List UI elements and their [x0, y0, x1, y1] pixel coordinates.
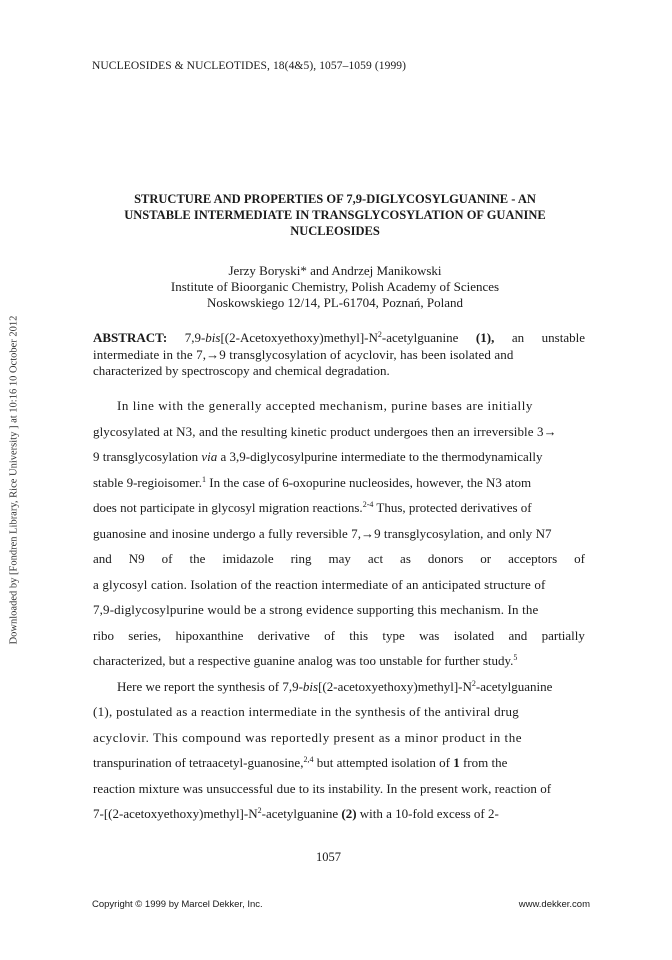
body-word: type	[382, 627, 405, 643]
abstract-label: ABSTRACT:	[93, 330, 168, 345]
abstract-word: unstable	[541, 330, 585, 345]
body-line: does not participate in glycosyl migration reactions.$^{2-4}$ Thus, protected derivatives of	[93, 500, 532, 515]
body-word: partially	[541, 627, 585, 643]
body-line-justified	[93, 623, 585, 649]
body-word: donors	[427, 551, 464, 566]
body-line: stable 9-regioisomer.$^1$ In the case of 6-oxopurine nucleosides, however, the N3 atom	[93, 474, 532, 490]
affiliation-institute: Institute of Bioorganic Chemistry, Polish Academy of Sciences	[170, 279, 500, 294]
title-line-2: UNSTABLE INTERMEDIATE IN TRANSGLYCOSYLATION OF GUANINE	[124, 208, 546, 222]
abstract-compound-number: (1),	[475, 330, 495, 345]
journal-header: NUCLEOSIDES & NUCLEOTIDES, 18(4&5), 1057–1059 (1999)	[92, 60, 407, 72]
abstract-line-3: characterized by spectroscopy and chemical degradation.	[93, 363, 390, 378]
body-word: this	[349, 627, 369, 643]
body-word: act	[367, 551, 384, 566]
article-title	[100, 191, 570, 239]
page-number: 1057	[316, 850, 341, 864]
body-word: ribo	[93, 627, 114, 643]
body-word: N9	[128, 551, 145, 566]
body-line: guanosine and inosine undergo a fully reversible 7,→9 transglycosylation, and only N7	[93, 525, 552, 541]
body-word: ring	[290, 551, 312, 566]
body-word: of	[161, 551, 173, 566]
body-word: was	[419, 627, 440, 643]
body-word: or	[480, 551, 492, 566]
body-line: In line with the generally accepted mechanism, purine bases are initially	[117, 398, 533, 413]
body-word: may	[328, 551, 351, 566]
abstract-compound-name: $7,9-bis[(2-Acetoxyethoxy)methyl]-N^2$-acetylguanine	[184, 330, 459, 345]
body-line: Here we report the synthesis of $7,9-bis[(2-acetoxyethoxy)methyl]-N^2$-acetylguanine	[117, 678, 553, 694]
body-line-justified	[93, 546, 585, 572]
body-line: acyclovir. This compound was reportedly present as a minor product in the	[93, 729, 523, 745]
abstract-word: an	[511, 330, 525, 345]
body-word: of	[574, 551, 585, 566]
author-block	[100, 263, 570, 311]
body-line: characterized, but a respective guanine analog was too unstable for further study.$^5$	[93, 653, 518, 668]
copyright-notice: Copyright © 1999 by Marcel Dekker, Inc.	[92, 899, 263, 910]
body-line: reaction mixture was unsuccessful due to its instability. In the present work, reaction of	[93, 780, 552, 796]
body-word: isolated	[453, 627, 495, 643]
title-line-3: NUCLEOSIDES	[290, 224, 380, 238]
publisher-website: www.dekker.com	[518, 899, 590, 910]
affiliation-address: Noskowskiego 12/14, PL-61704, Poznań, Poland	[206, 295, 464, 310]
body-word: and	[508, 627, 528, 643]
download-notice-text: Downloaded by [Fondren Library, Rice University ] at 10:16 10 October 2012	[8, 315, 20, 645]
body-word: acceptors	[508, 551, 558, 566]
body-line: $7-[(2-acetoxyethoxy)methyl]-N^2$-acetylguanine (2) with a 10-fold excess of 2-	[93, 806, 499, 821]
body-word: hipoxanthine	[175, 627, 244, 643]
body-line: transpurination of tetraacetyl-guanosine,$^{2,4}$ but attempted isolation of 1 from the	[93, 755, 508, 770]
author-names: Jerzy Boryski* and Andrzej Manikowski	[228, 263, 442, 278]
body-line: 7,9-diglycosylpurine would be a strong evidence supporting this mechanism. In the	[93, 602, 539, 617]
body-line: 9 transglycosylation via a 3,9-diglycosylpurine intermediate to the thermodynamically	[93, 449, 543, 464]
body-word: and	[93, 551, 112, 566]
body-word: the	[189, 551, 206, 566]
body-line: a glycosyl cation. Isolation of the reaction intermediate of an anticipated structure of	[93, 576, 546, 592]
body-line: glycosylated at N3, and the resulting kinetic product undergoes then an irreversible 3→	[93, 423, 557, 439]
title-line-1: STRUCTURE AND PROPERTIES OF 7,9-DIGLYCOSYLGUANINE - AN	[134, 192, 536, 206]
body-text	[93, 393, 585, 827]
body-word: imidazole	[222, 551, 274, 566]
abstract-line-1	[93, 330, 585, 347]
abstract	[93, 330, 585, 380]
body-word: series,	[128, 627, 162, 643]
abstract-line-2: intermediate in the 7,→9 transglycosylation of acyclovir, has been isolated and	[93, 346, 514, 362]
body-word: as	[400, 551, 411, 566]
body-line: (1), postulated as a reaction intermediate in the synthesis of the antiviral drug	[93, 704, 520, 719]
body-word: derivative	[257, 627, 310, 643]
body-word: of	[324, 627, 335, 643]
